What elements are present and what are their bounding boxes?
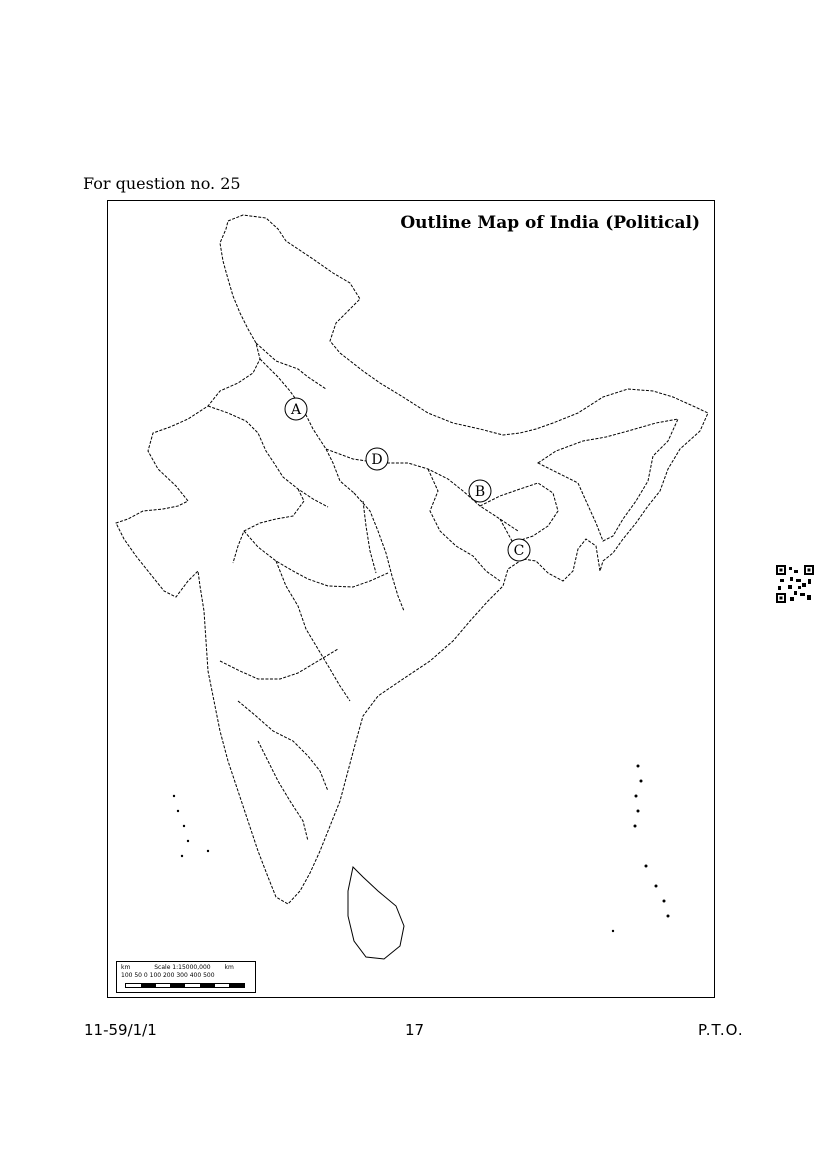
- map-title: Outline Map of India (Political): [400, 213, 700, 233]
- lakshadweep-islands: [173, 795, 209, 857]
- marker-c-label: C: [513, 543, 525, 559]
- india-outline: [116, 215, 708, 904]
- scale-bar: [116, 961, 256, 993]
- marker-a: [285, 398, 307, 420]
- qr-code-icon: [776, 565, 814, 603]
- northeast-outline: [538, 419, 678, 541]
- marker-a-label: A: [290, 402, 302, 418]
- scale-km-right: km: [224, 964, 234, 971]
- marker-b-label: B: [474, 484, 486, 500]
- pto-label: P.T.O.: [698, 1021, 744, 1039]
- scale-text: Scale 1:15000,000: [154, 964, 211, 971]
- india-outline-map: [108, 201, 714, 997]
- scale-ticks: 100 50 0 100 200 300 400 500: [121, 972, 215, 979]
- map-frame: [107, 200, 715, 998]
- marker-b: [469, 480, 491, 502]
- sri-lanka-outline: [348, 867, 404, 959]
- marker-d-label: D: [371, 452, 383, 468]
- marker-d: [366, 448, 388, 470]
- scale-km-left: km: [121, 964, 131, 971]
- marker-c: [508, 539, 530, 561]
- andaman-islands: [612, 765, 670, 933]
- paper-code: 11-59/1/1: [84, 1021, 157, 1039]
- page-number: 17: [405, 1021, 425, 1039]
- scale-graduation: [125, 983, 245, 988]
- question-label: For question no. 25: [83, 174, 241, 193]
